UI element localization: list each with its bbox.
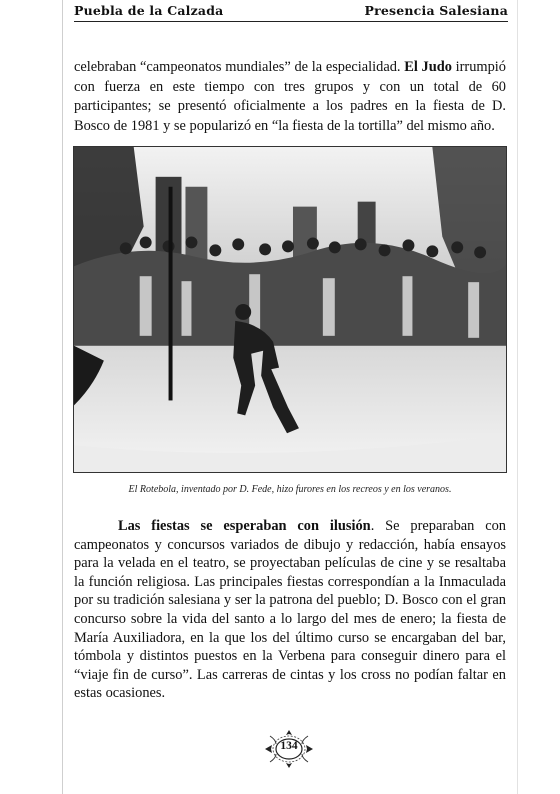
paragraph-fiestas-text: . Se preparaban con campeonatos y concursos variados de dibujo y redacción, había ensayos para la velada en el teatro, se proyectaban películas de cine y se resaltaba la función religiosa. Las principales fiestas correspondían a la Inmaculada por su tradición salesiana y ser la patrona del pueblo; D. Bosco con el gran concurso sobre la vida del santo a lo largo del mes de enero; la fiesta de María Auxiliadora, en la que los del último curso se encargaban del bar, tómbola y distintos puestos en la Verbena para conseguir dinero para el “viaje fin de curso”. Las carreras de cintas y los cross no podían faltar en estas ocasiones.: [74, 518, 506, 702]
running-header: [74, 0, 508, 20]
page-edge-left: [62, 0, 63, 794]
paragraph-judo: [74, 58, 506, 136]
paragraph-fiestas: [74, 517, 506, 703]
rotebola-photo-illustration: [74, 147, 506, 472]
paragraph-judo-bold: El Judo: [404, 59, 452, 75]
header-right-title: Presencia Salesiana: [364, 2, 508, 18]
page-number-ornament: [262, 728, 316, 770]
header-rule: [74, 21, 508, 22]
paragraph-fiestas-bold: Las fiestas se esperaban con ilusión: [118, 518, 371, 534]
page-number: 134: [280, 740, 298, 752]
paragraph-judo-text-a: celebraban “campeonatos mundiales” de la especialidad.: [74, 59, 405, 75]
header-left-title: Puebla de la Calzada: [74, 2, 224, 18]
page-edge-right: [517, 0, 518, 794]
paragraph-judo-text-b: irrumpió con fuerza en este tiempo con tres grupos y con un total de 60 participantes; se presentó oficialmente a los padres en la fiesta de D. Bosco de 1981 y se popularizó en “la fiesta de la tortilla” del mismo año.: [74, 59, 506, 134]
photo-caption: El Rotebola, inventado por D. Fede, hizo furores en los recreos y en los veranos.: [128, 484, 452, 495]
rotebola-photo: [73, 146, 507, 473]
